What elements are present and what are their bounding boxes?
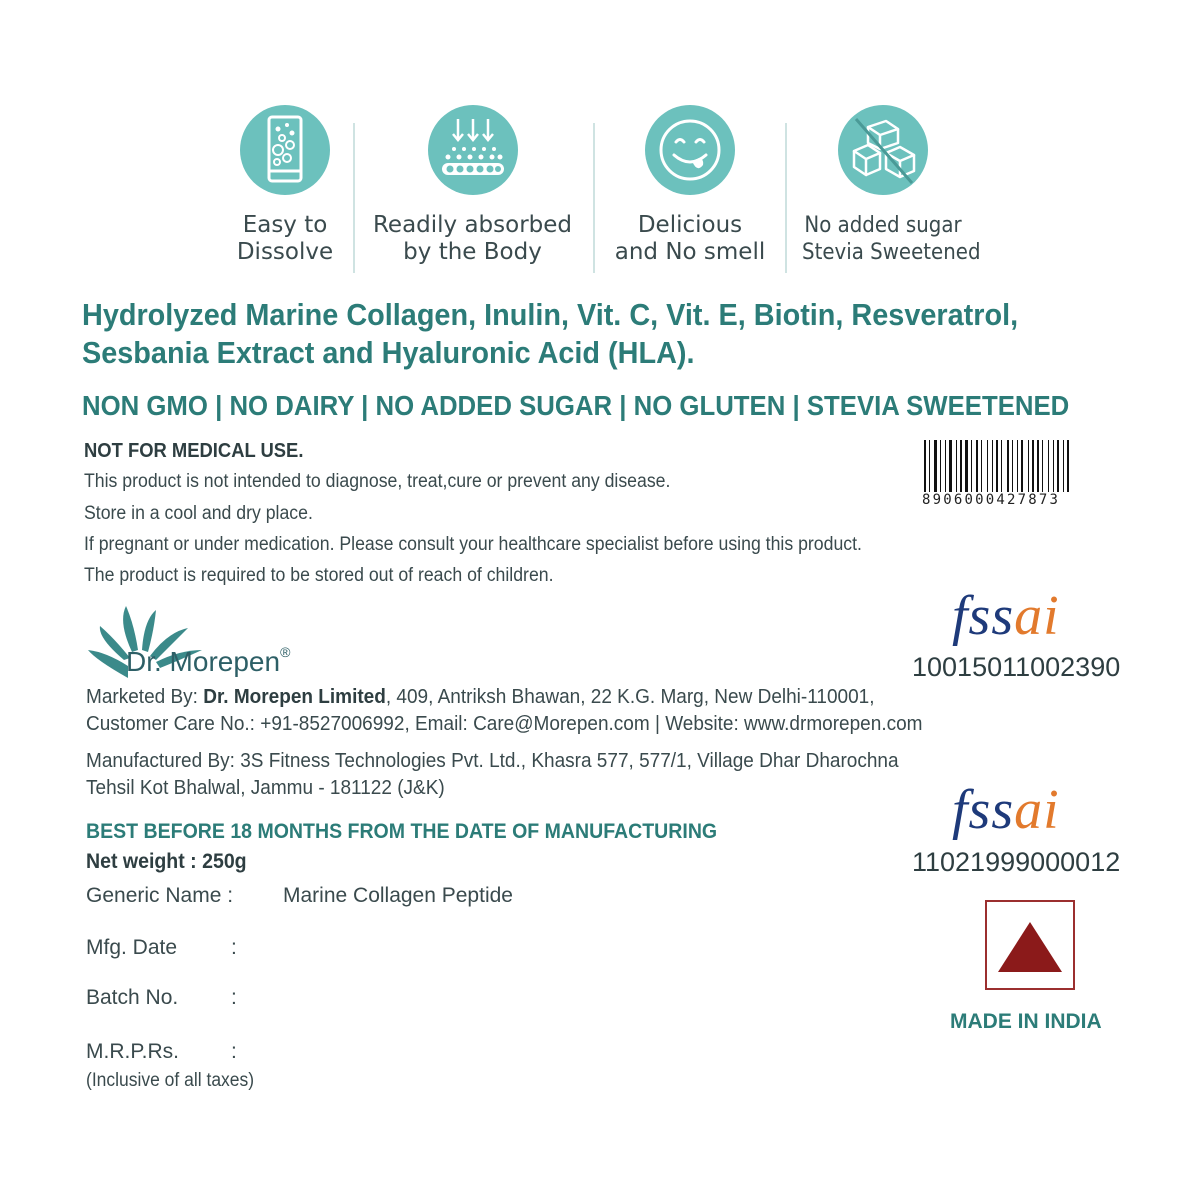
- manufacturer-address-line: Tehsil Kot Bhalwal, Jammu - 181122 (J&K): [86, 777, 445, 799]
- field-label: Generic Name :: [86, 884, 234, 907]
- field-colon: :: [231, 986, 237, 1009]
- feature-delicious: [605, 105, 775, 266]
- made-in-india: MADE IN INDIA: [950, 1010, 1102, 1033]
- feature-label: Easy to Dissolve: [236, 212, 334, 265]
- claims-line: NON GMO | NO DAIRY | NO ADDED SUGAR | NO GLUTEN | STEVIA SWEETENED: [82, 390, 1070, 421]
- divider: [353, 123, 355, 273]
- feature-absorbed: [360, 105, 585, 266]
- field-colon: :: [231, 936, 237, 959]
- fssai-license-number: 10015011002390: [912, 652, 1121, 682]
- feature-label: Delicious and No smell: [614, 212, 766, 265]
- feature-label: Readily absorbed by the Body: [372, 212, 573, 265]
- warning-line: This product is not intended to diagnose, treat,cure or prevent any disease.: [84, 471, 671, 492]
- customer-care-line: Customer Care No.: +91-8527006992, Email: Care@Morepen.com | Website: www.drmorepen.com: [86, 713, 923, 735]
- warning-title: NOT FOR MEDICAL USE.: [84, 440, 304, 462]
- tax-note: (Inclusive of all taxes): [86, 1070, 255, 1091]
- field-colon: :: [231, 1040, 237, 1063]
- brand-name: Dr. Morepen®: [126, 644, 291, 677]
- field-label: M.R.P.Rs.: [86, 1040, 179, 1063]
- marketed-by-line: Marketed By: Dr. Morepen Limited, 409, Antriksh Bhawan, 22 K.G. Marg, New Delhi-110001,: [86, 686, 875, 708]
- field-label: Mfg. Date: [86, 936, 178, 959]
- warning-line: Store in a cool and dry place.: [84, 503, 313, 524]
- warning-line: The product is required to be stored out of reach of children.: [84, 565, 554, 586]
- divider: [785, 123, 787, 273]
- glass-dissolve-icon: [240, 105, 330, 195]
- feature-row: [225, 105, 995, 275]
- field-label: Batch No.: [86, 986, 179, 1009]
- ingredients-text: Hydrolyzed Marine Collagen, Inulin, Vit. C, Vit. E, Biotin, Resveratrol, Sesbania Extract and Hyaluronic Acid (HLA).: [82, 297, 1019, 370]
- fssai-logo: fssai: [952, 585, 1060, 647]
- feature-no-sugar: [793, 105, 981, 266]
- warning-line: If pregnant or under medication. Please consult your healthcare specialist before using this product.: [84, 534, 862, 555]
- feature-label: No added sugar Stevia Sweetened: [802, 213, 981, 265]
- fssai-license-number: 11021999000012: [912, 847, 1121, 877]
- barcode-number: 8906000427873: [922, 492, 1098, 508]
- fssai-logo: fssai: [952, 779, 1060, 841]
- no-sugar-cubes-icon: [838, 105, 928, 195]
- feature-easy-dissolve: [230, 105, 340, 266]
- field-value: Marine Collagen Peptide: [283, 884, 513, 907]
- divider: [593, 123, 595, 273]
- absorption-arrows-icon: [428, 105, 518, 195]
- non-veg-symbol-icon: [985, 900, 1075, 990]
- best-before: BEST BEFORE 18 MONTHS FROM THE DATE OF MANUFACTURING: [86, 820, 718, 843]
- smiley-tongue-icon: [645, 105, 735, 195]
- manufactured-by-line: Manufactured By: 3S Fitness Technologies Pvt. Ltd., Khasra 577, 577/1, Village Dhar Dharochna: [86, 750, 899, 772]
- net-weight: Net weight : 250g: [86, 850, 247, 873]
